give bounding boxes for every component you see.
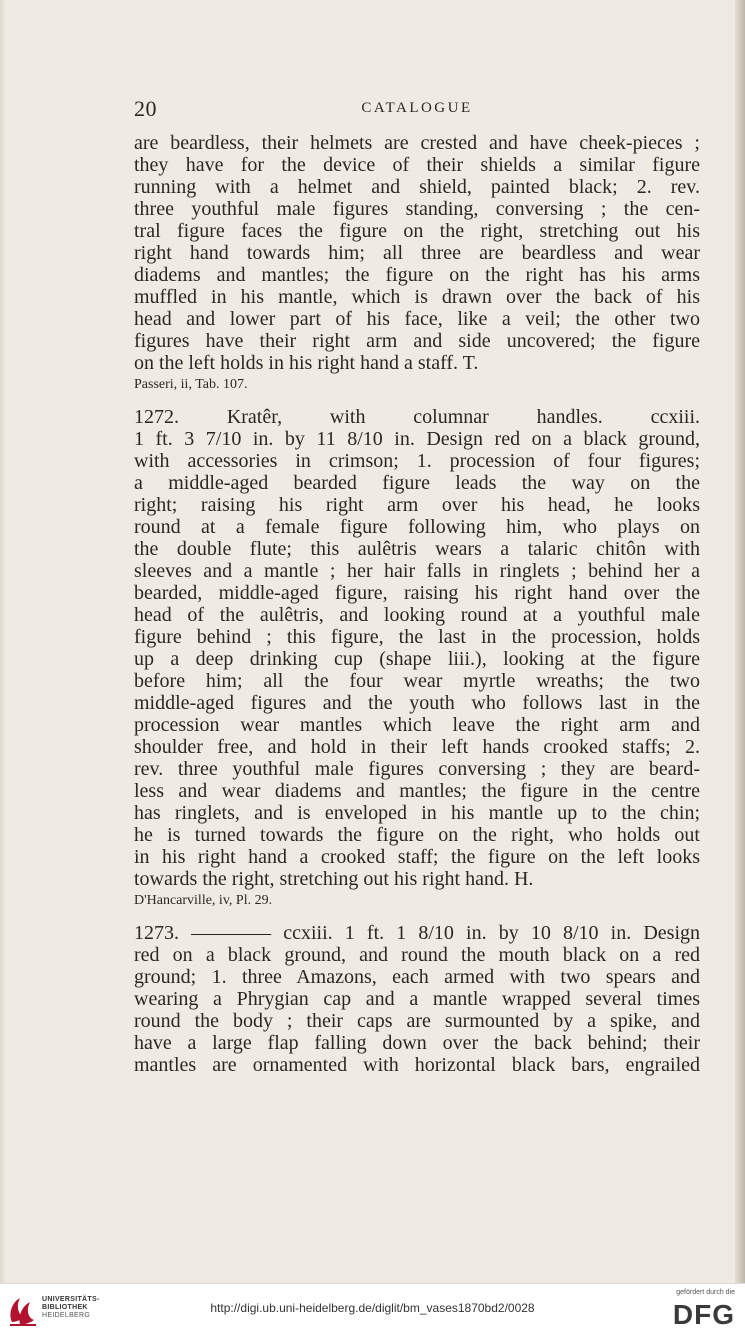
text-line: head and lower part of his face, like a veil; the other two	[134, 308, 700, 330]
text-line: middle-aged figures and the youth who follows last in the	[134, 692, 700, 714]
text-line: before him; all the four wear myrtle wreaths; the two	[134, 670, 700, 692]
text-line: with accessories in crimson; 1. procession of four figures;	[134, 450, 700, 472]
text-line: have a large flap falling down over the back behind; their	[134, 1032, 700, 1054]
page-number: 20	[134, 96, 157, 121]
citation: D'Hancarville, iv, Pl. 29.	[134, 893, 273, 908]
text-line: up a deep drinking cup (shape liii.), looking at the figure	[134, 648, 700, 670]
text-line: muffled in his mantle, which is drawn over the back of his	[134, 286, 700, 308]
text-line: round at a female figure following him, who plays on	[134, 516, 700, 538]
citation: Passeri, ii, Tab. 107.	[134, 377, 248, 392]
text-line: 1 ft. 3 7/10 in. by 11 8/10 in. Design red on a black ground,	[134, 428, 700, 450]
dfg-logo: DFG	[672, 1299, 735, 1330]
text-line: figures have their right arm and side uncovered; the figure	[134, 330, 700, 352]
text-line: running with a helmet and shield, painted black; 2. rev.	[134, 176, 700, 198]
text-line: on the left holds in his right hand a staff. T.	[134, 352, 479, 374]
text-line: figure behind ; this figure, the last in the procession, holds	[134, 626, 700, 648]
text-line: head of the aulêtris, and looking round at a youthful male	[134, 604, 700, 626]
text-line: diadems and mantles; the figure on the right has his arms	[134, 264, 700, 286]
paragraph-1	[134, 132, 700, 374]
library-line: HEIDELBERG	[42, 1312, 91, 1319]
page-edge-left	[0, 0, 6, 1283]
entry-1273	[134, 922, 700, 1076]
page-edge-right	[735, 0, 745, 1283]
text-line: has ringlets, and is enveloped in his mantle up to the chin;	[134, 802, 700, 824]
funded-by-label: gefördert durch die	[676, 1289, 735, 1296]
text-line: they have for the device of their shields a similar figure	[134, 154, 700, 176]
text-line: shoulder free, and hold in their left hands crooked staffs; 2.	[134, 736, 700, 758]
library-line: BIBLIOTHEK	[42, 1304, 88, 1311]
text-line: mantles are ornamented with horizontal black bars, engrailed	[134, 1054, 700, 1076]
text-line: bearded, middle-aged figure, raising his right hand over the	[134, 582, 700, 604]
text-line: sleeves and a mantle ; her hair falls in ringlets ; behind her a	[134, 560, 700, 582]
text-line: towards the right, stretching out his right hand. H.	[134, 868, 534, 890]
text-line: right hand towards him; all three are beardless and wear	[134, 242, 700, 264]
text-line: less and wear diadems and mantles; the figure in the centre	[134, 780, 700, 802]
entry-1272	[134, 406, 700, 890]
entry-heading-line: 1273. ———— ccxiii. 1 ft. 1 8/10 in. by 10 8/10 in. Design	[134, 922, 700, 944]
text-line: in his right hand a crooked staff; the figure on the left looks	[134, 846, 700, 868]
running-head-title: CATALOGUE	[361, 100, 473, 116]
text-line: procession wear mantles which leave the right arm and	[134, 714, 700, 736]
permalink-url[interactable]: http://digi.ub.uni-heidelberg.de/diglit/bm_vases1870bd2/0028	[210, 1301, 535, 1315]
library-line: UNIVERSITÄTS-	[42, 1296, 100, 1303]
text-line: three youthful male figures standing, conversing ; the cen-	[134, 198, 700, 220]
text-line: right; raising his right arm over his head, he looks	[134, 494, 700, 516]
text-line: round the body ; their caps are surmounted by a spike, and	[134, 1010, 700, 1032]
text-line: he is turned towards the figure on the right, who holds out	[134, 824, 700, 846]
body-text	[134, 132, 700, 1076]
text-line: a middle-aged bearded figure leads the way on the	[134, 472, 700, 494]
text-line: ground; 1. three Amazons, each armed with two spears and	[134, 966, 700, 988]
entry-heading-line: 1272. Kratêr, with columnar handles. ccxiii.	[134, 406, 700, 428]
text-line: are beardless, their helmets are crested and have cheek-pieces ;	[134, 132, 700, 154]
running-head	[134, 96, 700, 122]
text-line: the double flute; this aulêtris wears a talaric chitôn with	[134, 538, 700, 560]
text-line: red on a black ground, and round the mouth black on a red	[134, 944, 700, 966]
text-line: rev. three youthful male figures conversing ; they are beard-	[134, 758, 700, 780]
text-line: wearing a Phrygian cap and a mantle wrapped several times	[134, 988, 700, 1010]
footer-bar	[0, 1283, 745, 1335]
text-line: tral figure faces the figure on the right, stretching out his	[134, 220, 700, 242]
